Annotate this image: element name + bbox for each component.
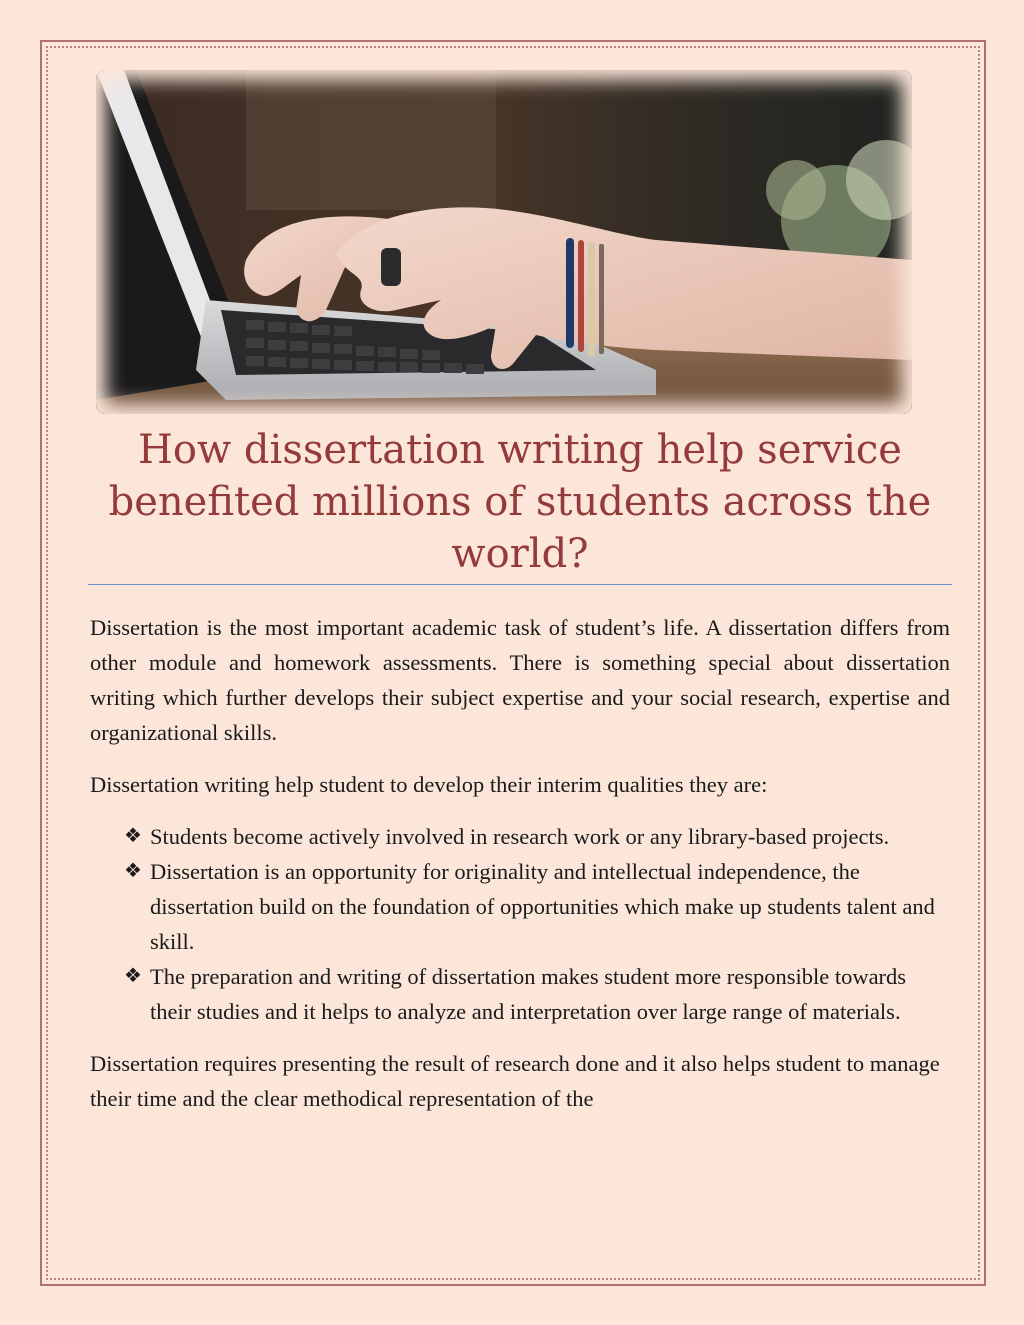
- list-item: [90, 959, 950, 1029]
- list-item-text: The preparation and writing of dissertation makes student more responsible towards their studies and it helps to analyze and interpretation over large range of materials.: [150, 964, 907, 1024]
- list-item: [90, 819, 950, 854]
- diamond-bullet-icon: ❖: [124, 965, 142, 987]
- hero-photo: [96, 70, 912, 414]
- list-item-text: Students become actively involved in research work or any library-based projects.: [150, 824, 890, 849]
- intro-paragraph: Dissertation is the most important academic task of student’s life. A dissertation differs from other module and homework assessments. There is something special about dissertation writing which further develops their subject expertise and your social research, expertise and organizational skills.: [90, 615, 950, 745]
- title-divider: [88, 584, 952, 585]
- qualities-list: [90, 819, 950, 1029]
- article-title: How dissertation writing help service benefited millions of students across the world?: [108, 427, 932, 577]
- article-body: [90, 610, 950, 1133]
- closing-paragraph: Dissertation requires presenting the result of research done and it also helps student to manage their time and the clear methodical representation of the: [90, 1051, 940, 1111]
- list-item-text: Dissertation is an opportunity for originality and intellectual independence, the dissertation build on the foundation of opportunities which make up students talent and skill.: [150, 859, 935, 954]
- list-item: [90, 854, 950, 959]
- photo-vignette: [96, 70, 912, 414]
- diamond-bullet-icon: ❖: [124, 825, 142, 847]
- lead-in-paragraph: Dissertation writing help student to develop their interim qualities they are:: [90, 772, 768, 797]
- diamond-bullet-icon: ❖: [124, 860, 142, 882]
